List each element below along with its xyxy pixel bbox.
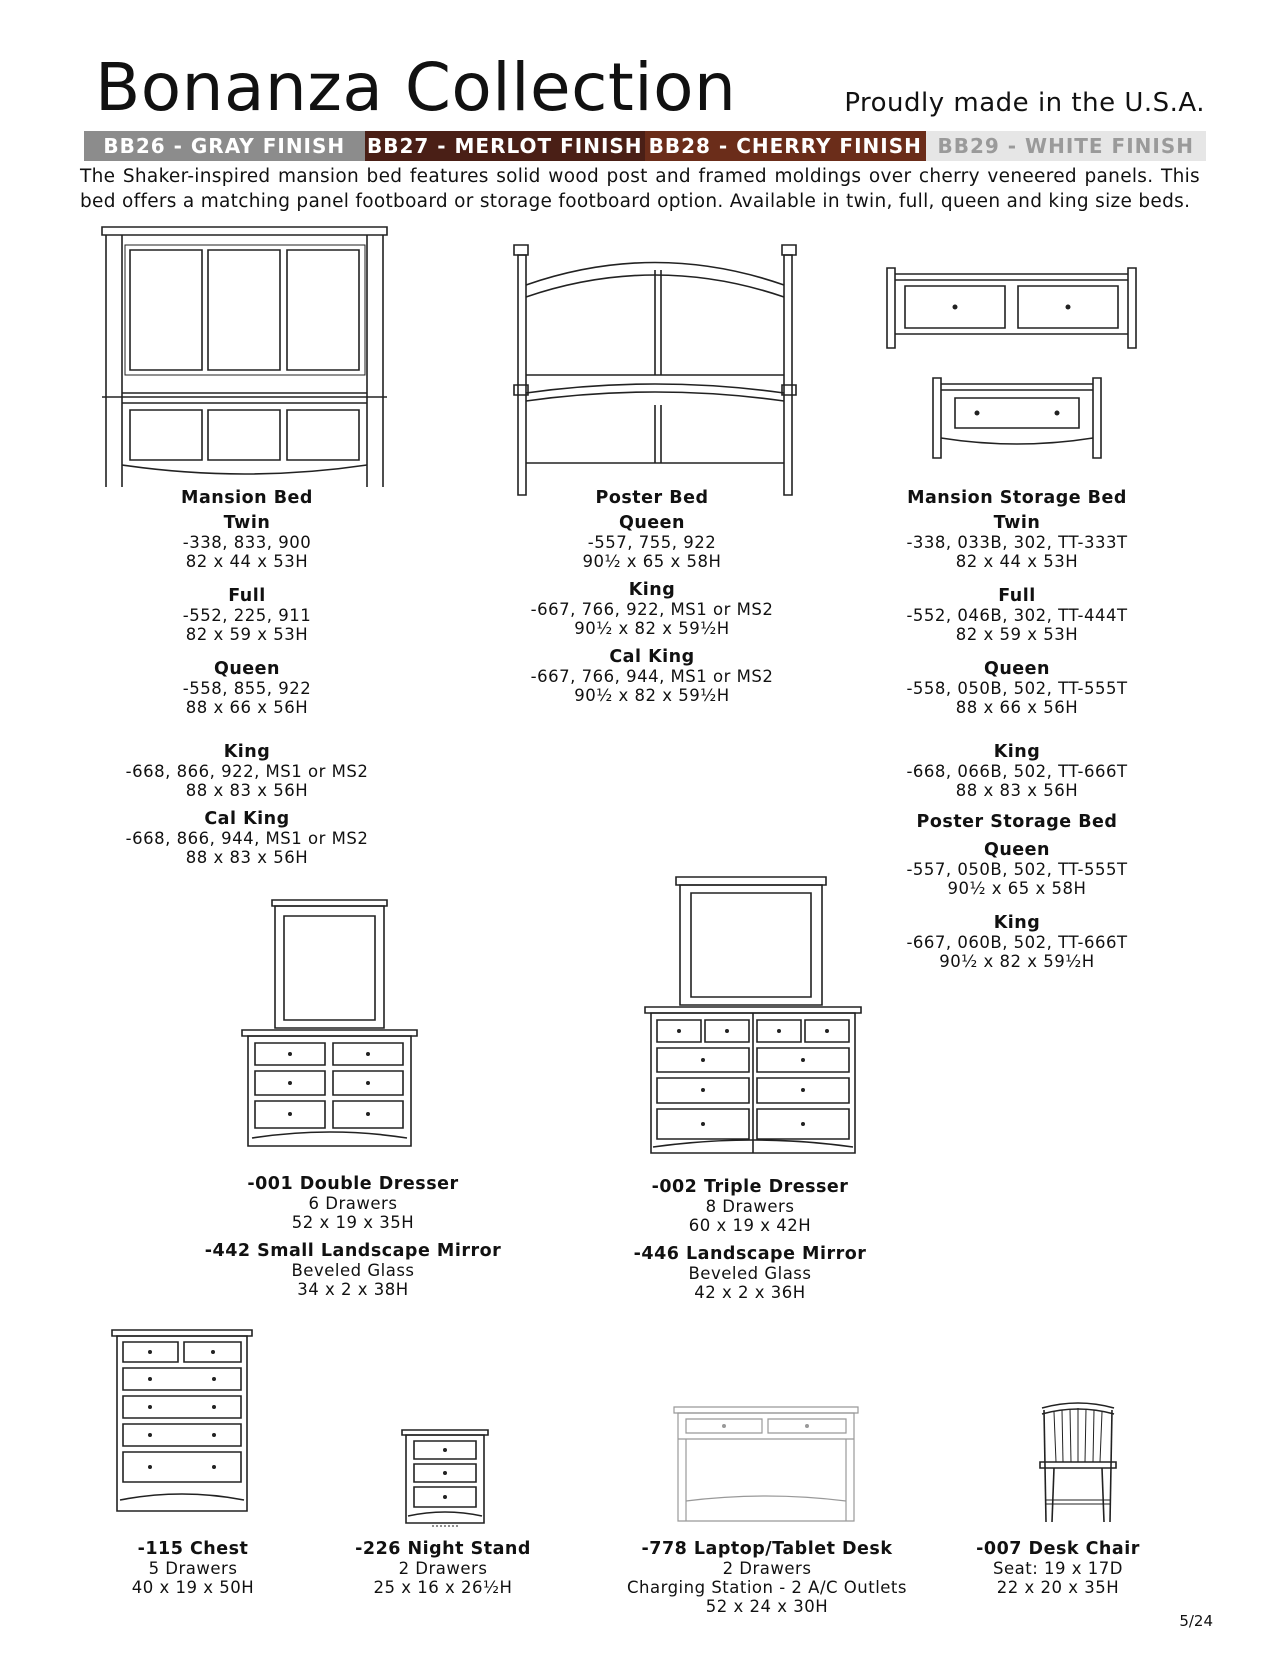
mansion-bed-title: Mansion Bed	[181, 488, 313, 508]
seat-dimensions: Seat: 19 x 17D	[993, 1559, 1123, 1578]
desk-chair-drawing	[1038, 1400, 1118, 1525]
part-numbers: -668, 066B, 502, TT-666T	[906, 762, 1128, 781]
part-numbers: -552, 046B, 302, TT-444T	[906, 606, 1128, 625]
intro-paragraph: The Shaker-inspired mansion bed features solid wood post and framed moldings over cherry veneered panels. This bed offers a matching panel footboard or storage footboard option. Available in twin, full, queen and king size beds.	[80, 166, 1200, 212]
size-name: Queen	[213, 659, 281, 679]
size-name: Twin	[223, 513, 271, 533]
night-stand-drawing	[400, 1428, 492, 1528]
size-name: Full	[998, 586, 1036, 606]
drawer-count: 6 Drawers	[308, 1194, 398, 1213]
dimensions: 25 x 16 x 26½H	[373, 1578, 513, 1597]
dimensions: 34 x 2 x 38H	[297, 1280, 409, 1299]
part-numbers: -668, 866, 922, MS1 or MS2	[125, 762, 369, 781]
dimensions: 90½ x 82 x 59½H	[574, 686, 730, 705]
finish-gray: BB26 - GRAY FINISH	[84, 131, 365, 161]
dimensions: 88 x 66 x 56H	[955, 698, 1079, 717]
part-numbers: -558, 855, 922	[182, 679, 312, 698]
part-numbers: -338, 833, 900	[182, 533, 312, 552]
page-number: 5/24	[1179, 1612, 1213, 1630]
part-numbers: -552, 225, 911	[182, 606, 312, 625]
double-dresser-title: -001 Double Dresser	[247, 1174, 459, 1194]
part-numbers: -667, 766, 944, MS1 or MS2	[530, 667, 774, 686]
size-name: King	[223, 742, 271, 762]
page-title: Bonanza Collection	[95, 49, 737, 126]
dimensions: 90½ x 65 x 58H	[582, 552, 722, 571]
dimensions: 42 x 2 x 36H	[694, 1283, 806, 1302]
dimensions: 52 x 24 x 30H	[705, 1597, 829, 1616]
part-numbers: -667, 766, 922, MS1 or MS2	[530, 600, 774, 619]
triple-dresser-caption	[634, 1178, 867, 1302]
dimensions: 82 x 59 x 53H	[955, 625, 1079, 644]
dimensions: 90½ x 82 x 59½H	[574, 619, 730, 638]
triple-dresser-title: -002 Triple Dresser	[651, 1177, 849, 1197]
mansion-storage-footboard-drawing	[887, 268, 1139, 350]
dimensions: 90½ x 82 x 59½H	[939, 952, 1095, 971]
size-name: King	[993, 742, 1041, 762]
charging-station: Charging Station - 2 A/C Outlets	[627, 1578, 907, 1597]
part-numbers: -668, 866, 944, MS1 or MS2	[125, 829, 369, 848]
laptop-desk-title: -778 Laptop/Tablet Desk	[641, 1539, 893, 1559]
triple-dresser-drawing	[643, 875, 863, 1155]
dimensions: 22 x 20 x 35H	[996, 1578, 1120, 1597]
mansion-storage-bed-title: Mansion Storage Bed	[907, 488, 1127, 508]
night-stand-title: -226 Night Stand	[355, 1539, 531, 1559]
dimensions: 90½ x 65 x 58H	[947, 879, 1087, 898]
glass-type: Beveled Glass	[291, 1261, 415, 1280]
size-name: Queen	[618, 513, 686, 533]
mansion-bed-caption	[126, 489, 369, 867]
desk-chair-title: -007 Desk Chair	[976, 1539, 1140, 1559]
finish-white: BB29 - WHITE FINISH	[926, 131, 1207, 161]
poster-storage-bed-title: Poster Storage Bed	[916, 812, 1118, 832]
size-name: Queen	[983, 840, 1051, 860]
part-numbers: -557, 755, 922	[587, 533, 717, 552]
dimensions: 82 x 44 x 53H	[185, 552, 309, 571]
glass-type: Beveled Glass	[688, 1264, 812, 1283]
part-numbers: -338, 033B, 302, TT-333T	[906, 533, 1128, 552]
drawer-count: 5 Drawers	[148, 1559, 238, 1578]
finish-bar	[84, 131, 1206, 161]
chest-caption	[132, 1540, 254, 1597]
poster-bed-drawing	[510, 245, 800, 497]
finish-cherry: BB28 - CHERRY FINISH	[645, 131, 926, 161]
night-stand-caption	[355, 1540, 531, 1597]
dimensions: 88 x 66 x 56H	[185, 698, 309, 717]
size-name: King	[993, 913, 1041, 933]
mansion-storage-bed-caption	[906, 489, 1127, 971]
size-name: Queen	[983, 659, 1051, 679]
dimensions: 82 x 44 x 53H	[955, 552, 1079, 571]
laptop-desk-drawing	[672, 1405, 860, 1523]
dimensions: 52 x 19 x 35H	[291, 1213, 415, 1232]
dimensions: 40 x 19 x 50H	[131, 1578, 255, 1597]
tagline: Proudly made in the U.S.A.	[844, 88, 1205, 118]
dimensions: 60 x 19 x 42H	[688, 1216, 812, 1235]
size-name: King	[628, 580, 676, 600]
mansion-bed-drawing	[100, 225, 390, 491]
double-dresser-caption	[205, 1175, 501, 1299]
mansion-storage-drawer-drawing	[933, 378, 1103, 460]
desk-chair-caption	[976, 1540, 1140, 1597]
double-dresser-drawing	[240, 898, 420, 1150]
chest-title: -115 Chest	[137, 1539, 249, 1559]
drawer-count: 2 Drawers	[398, 1559, 488, 1578]
laptop-desk-caption	[627, 1540, 907, 1616]
landscape-mirror-title: -446 Landscape Mirror	[633, 1244, 867, 1264]
part-numbers: -667, 060B, 502, TT-666T	[906, 933, 1128, 952]
dimensions: 88 x 83 x 56H	[955, 781, 1079, 800]
dimensions: 88 x 83 x 56H	[185, 781, 309, 800]
dimensions: 88 x 83 x 56H	[185, 848, 309, 867]
size-name: Full	[228, 586, 266, 606]
small-mirror-title: -442 Small Landscape Mirror	[204, 1241, 502, 1261]
size-name: Cal King	[609, 647, 695, 667]
dimensions: 82 x 59 x 53H	[185, 625, 309, 644]
chest-drawing	[110, 1328, 255, 1513]
size-name: Cal King	[204, 809, 290, 829]
finish-merlot: BB27 - MERLOT FINISH	[365, 131, 646, 161]
drawer-count: 8 Drawers	[705, 1197, 795, 1216]
poster-bed-caption	[531, 489, 774, 705]
part-numbers: -558, 050B, 502, TT-555T	[906, 679, 1128, 698]
drawer-count: 2 Drawers	[722, 1559, 812, 1578]
poster-bed-title: Poster Bed	[595, 488, 709, 508]
size-name: Twin	[993, 513, 1041, 533]
part-numbers: -557, 050B, 502, TT-555T	[906, 860, 1128, 879]
